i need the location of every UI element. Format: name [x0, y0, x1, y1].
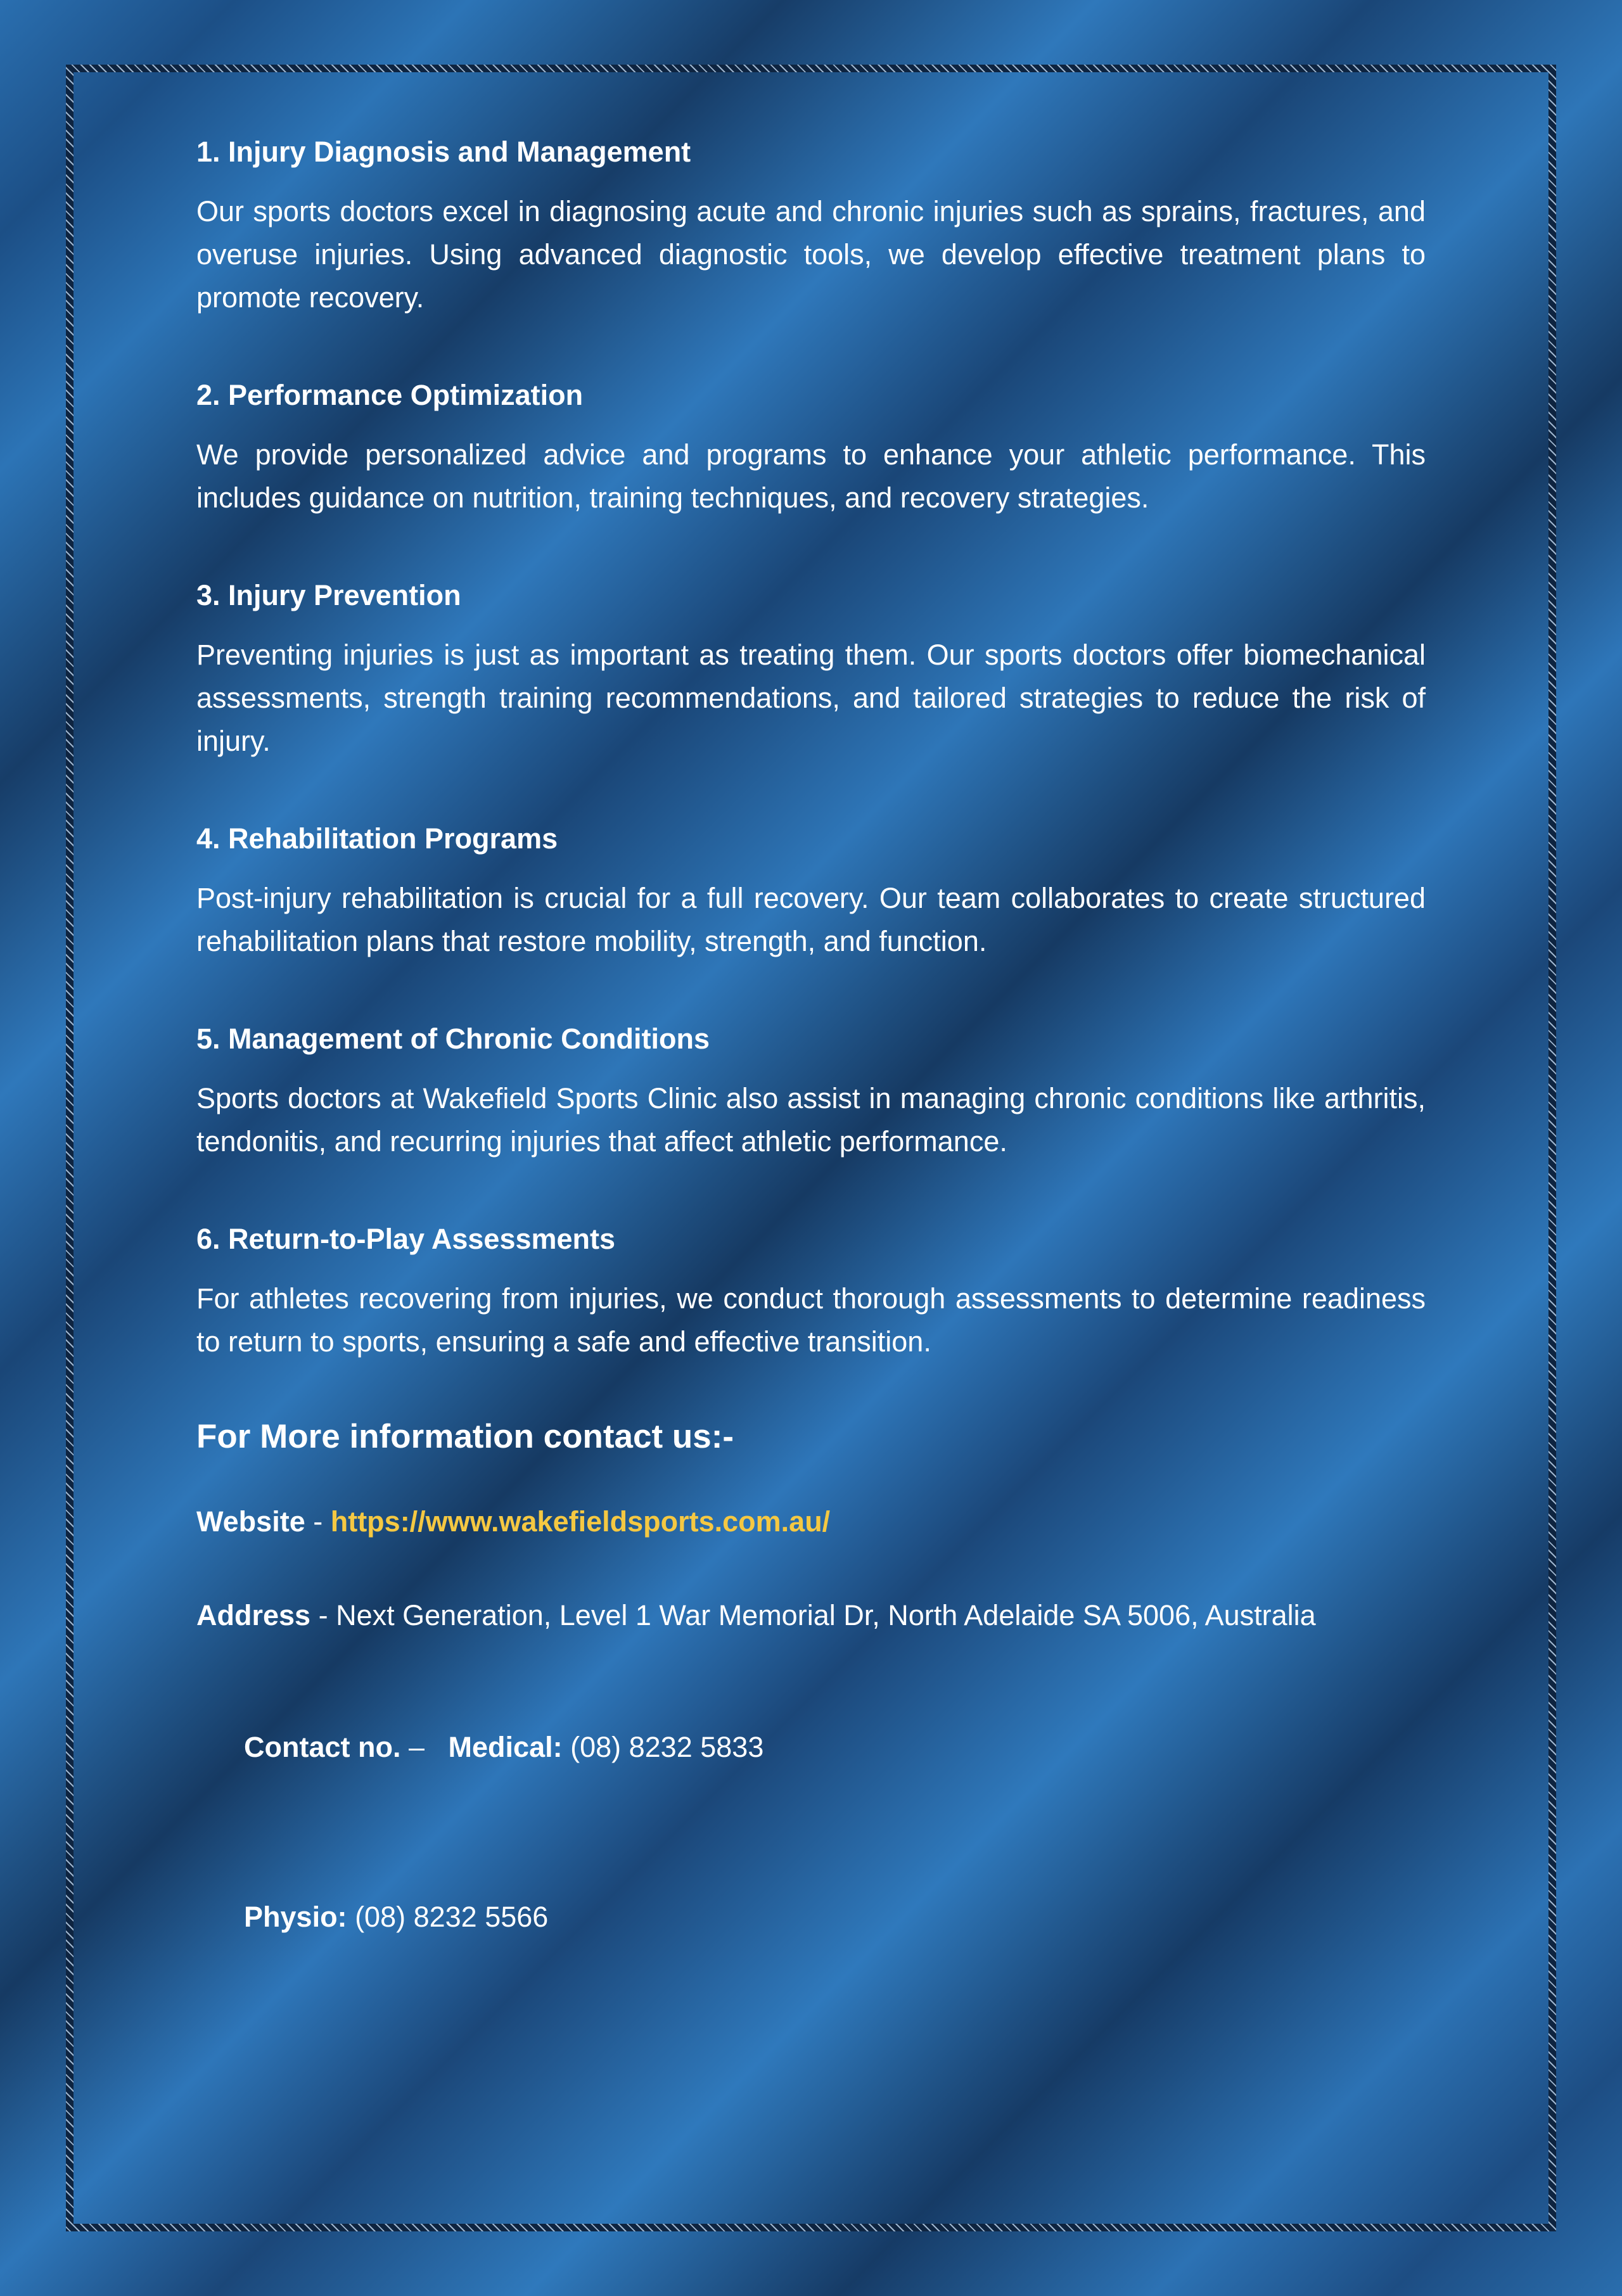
section-heading: 4. Rehabilitation Programs	[196, 822, 558, 855]
address-label: Address	[196, 1599, 311, 1631]
section-heading: 2. Performance Optimization	[196, 379, 584, 411]
website-link[interactable]: https://www.wakefieldsports.com.au/	[330, 1505, 831, 1538]
contact-heading: For More information contact us:-	[196, 1418, 734, 1455]
website-line	[196, 1503, 1426, 1541]
medical-phone: (08) 8232 5833	[562, 1731, 764, 1763]
contact-section	[196, 1414, 1426, 1974]
section-body: For athletes recovering from injuries, we conduct thorough assessments to determine readiness to return to sports, ensuring a safe and effective transition.	[196, 1282, 1426, 1358]
website-separator: -	[305, 1505, 331, 1538]
section-injury-diagnosis	[196, 133, 1426, 319]
website-label: Website	[196, 1505, 305, 1538]
section-body: Our sports doctors excel in diagnosing acute and chronic injuries such as sprains, fractures, and overuse injuries. Using advanced diagnostic tools, we develop effective treatment plans to promote recovery.	[196, 195, 1426, 314]
physio-line	[196, 1860, 1426, 1974]
section-heading: 1. Injury Diagnosis and Management	[196, 136, 691, 168]
section-body: Post-injury rehabilitation is crucial for a full recovery. Our team collaborates to create structured rehabilitation plans that restore mobility, strength, and function.	[196, 882, 1426, 957]
section-heading: 6. Return-to-Play Assessments	[196, 1223, 616, 1255]
section-injury-prevention	[196, 577, 1426, 763]
section-return-to-play	[196, 1220, 1426, 1363]
section-heading: 3. Injury Prevention	[196, 579, 461, 611]
section-performance-optimization	[196, 376, 1426, 520]
contact-label: Contact no.	[244, 1731, 401, 1763]
section-body: Sports doctors at Wakefield Sports Clinic also assist in managing chronic conditions like arthritis, tendonitis, and recurring injuries that affect athletic performance.	[196, 1082, 1426, 1158]
section-rehabilitation	[196, 820, 1426, 963]
address-value: Next Generation, Level 1 War Memorial Dr, North Adelaide SA 5006, Australia	[336, 1599, 1316, 1631]
physio-phone: (08) 8232 5566	[347, 1901, 549, 1933]
contact-separator: –	[400, 1731, 449, 1763]
address-separator: -	[310, 1599, 336, 1631]
section-body: We provide personalized advice and programs to enhance your athletic performance. This includes guidance on nutrition, training techniques, and recovery strategies.	[196, 438, 1426, 514]
document-content	[196, 133, 1426, 2030]
physio-label: Physio:	[244, 1901, 347, 1933]
section-chronic-conditions	[196, 1020, 1426, 1163]
contact-number-line	[196, 1690, 1426, 1804]
address-line	[196, 1597, 1426, 1635]
medical-label: Medical:	[448, 1731, 563, 1763]
section-body: Preventing injuries is just as important as treating them. Our sports doctors offer biomechanical assessments, strength training recommendations, and tailored strategies to reduce the risk of injury.	[196, 639, 1426, 757]
section-heading: 5. Management of Chronic Conditions	[196, 1023, 710, 1055]
